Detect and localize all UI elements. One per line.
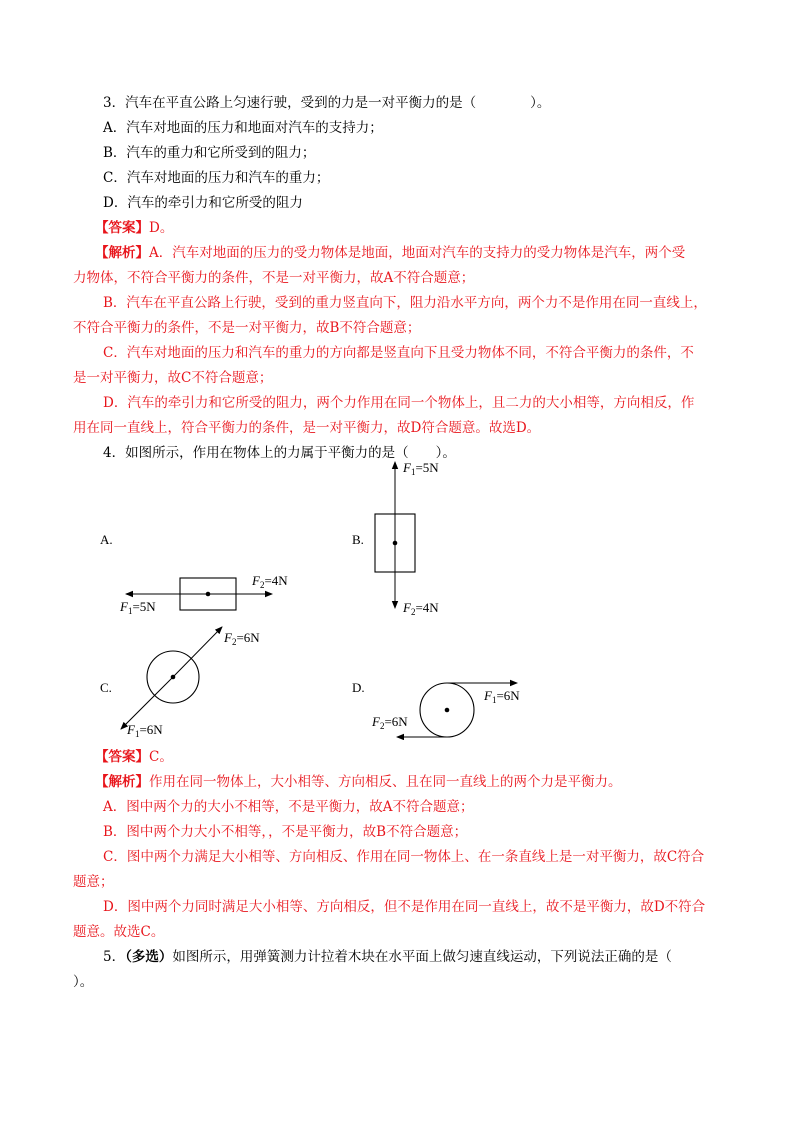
- q4-analysis-line-4: C．图中两个力满足大小相等、方向相反、作用在同一物体上、在一条直线上是一对平衡力，故C符合: [103, 849, 705, 865]
- q4-stem: 4．如图所示，作用在物体上的力属于平衡力的是（ ）。: [103, 445, 456, 461]
- q3-analysis-text: A．汽车对地面的压力的受力物体是地面，地面对汽车的支持力的受力物体是汽车，两个受: [149, 245, 686, 261]
- q4-option-c-label: C.: [100, 680, 112, 695]
- q3-analysis-line-6: 是一对平衡力，故C不符合题意；: [73, 370, 273, 386]
- q4-figure: [0, 450, 800, 740]
- q3-analysis-line-3: B．汽车在平直公路上行驶，受到的重力竖直向下，阻力沿水平方向，两个力不是作用在同一直线上，: [103, 295, 707, 311]
- force-label-f1-c: $F_1=6N$: [127, 722, 163, 739]
- q4-option-b-label: B.: [352, 532, 364, 547]
- q3-analysis-line-7: D．汽车的牵引力和它所受的阻力，两个力作用在同一个物体上，且二力的大小相等，方向相反，作: [103, 395, 695, 411]
- q4-diagram-c: [121, 627, 260, 739]
- q4-answer-value: C。: [149, 749, 173, 765]
- force-label-f2-b: $F_2=4N$: [403, 600, 439, 617]
- q4-analysis-text: 作用在同一物体上，大小相等、方向相反、且在同一直线上的两个力是平衡力。: [149, 774, 622, 790]
- q3-option-b: B．汽车的重力和它所受到的阻力；: [103, 145, 316, 161]
- q4-option-a-label: A.: [100, 532, 113, 547]
- force-label-f1-d: $F_1=6N$: [484, 688, 520, 705]
- q4-analysis-line-6: D．图中两个力同时满足大小相等、方向相反，但不是作用在同一直线上，故不是平衡力，故D不符合: [103, 899, 706, 915]
- q4-diagram-b: [375, 460, 439, 617]
- q3-option-a: A．汽车对地面的压力和地面对汽车的支持力；: [103, 120, 383, 136]
- q3-analysis-label: 【解析】: [95, 245, 149, 261]
- q4-diagram-a: [119, 573, 288, 616]
- force-label-f2-a: $F_2=4N$: [252, 573, 288, 590]
- q3-stem: 3．汽车在平直公路上匀速行驶，受到的力是一对平衡力的是（ ）。: [103, 95, 551, 111]
- q4-analysis-line-1: [95, 773, 622, 791]
- force-label-f1-b: $F_1=5N$: [403, 460, 439, 477]
- force-label-f2-c: $F_2=6N$: [224, 630, 260, 647]
- q3-option-d: D．汽车的牵引力和它所受的阻力: [103, 195, 303, 211]
- q5-tag: （多选）: [125, 949, 173, 965]
- q4-analysis-line-5: 题意；: [73, 874, 114, 890]
- q3-answer-label: 【答案】: [95, 220, 149, 236]
- q5-stem: [103, 948, 672, 966]
- q4-analysis-label: 【解析】: [95, 774, 149, 790]
- center-dot-d: [445, 708, 450, 713]
- q5-stem-text: 如图所示，用弹簧测力计拉着木块在水平面上做匀速直线运动，下列说法正确的是（: [172, 949, 672, 965]
- q3-analysis-line-5: C．汽车对地面的压力和汽车的重力的方向都是竖直向下且受力物体不同，不符合平衡力的条件，不: [103, 345, 694, 361]
- q3-analysis-line-8: 用在同一直线上，符合平衡力的条件，是一对平衡力，故D符合题意。故选D。: [73, 420, 541, 436]
- q3-analysis-line-4: 不符合平衡力的条件，不是一对平衡力，故B不符合题意；: [73, 320, 421, 336]
- q5-number: 5．: [103, 949, 126, 965]
- q3-answer: [95, 219, 173, 237]
- force-label-f2-d: $F_2=6N$: [372, 714, 408, 731]
- q4-answer: [95, 748, 173, 766]
- q3-analysis-line-1: [95, 244, 685, 262]
- q4-answer-label: 【答案】: [95, 749, 149, 765]
- force-label-f1-a: $F_1=5N$: [120, 599, 156, 616]
- q3-option-c: C．汽车对地面的压力和汽车的重力；: [103, 170, 330, 186]
- q4-option-d-label: D.: [352, 680, 365, 695]
- q3-analysis-line-2: 力物体，不符合平衡力的条件，不是一对平衡力，故A不符合题意；: [73, 270, 475, 286]
- q4-analysis-line-3: B．图中两个力大小不相等，，不是平衡力，故B不符合题意；: [103, 824, 468, 840]
- q4-diagram-d: [371, 683, 520, 737]
- q5-stem-end: ）。: [73, 974, 94, 990]
- q4-analysis-line-2: A．图中两个力的大小不相等，不是平衡力，故A不符合题意；: [103, 799, 474, 815]
- q3-answer-value: D。: [149, 220, 174, 236]
- q4-analysis-line-7: 题意。故选C。: [73, 924, 165, 940]
